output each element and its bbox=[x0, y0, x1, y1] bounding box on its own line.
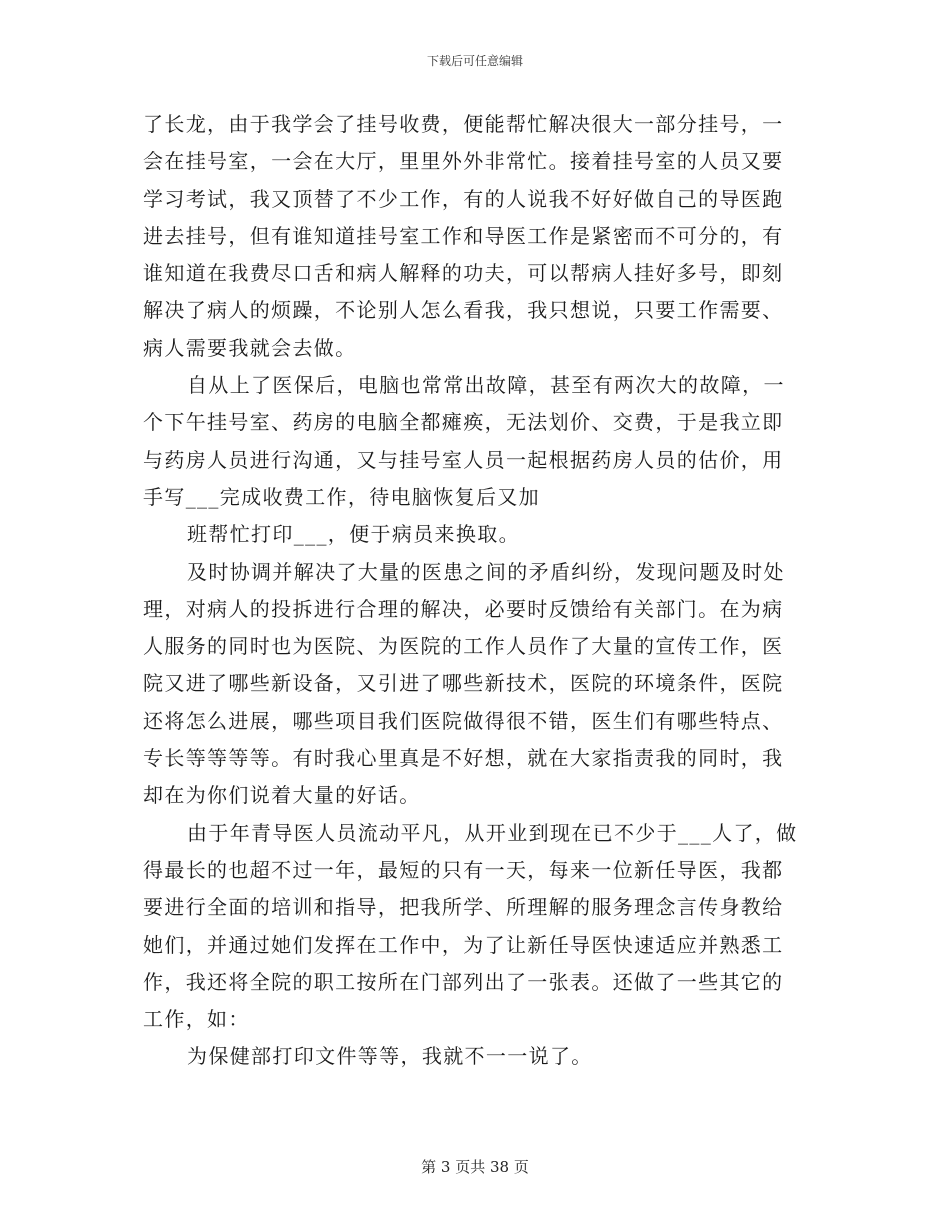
text-line: 作，我还将全院的职工按所在门部列出了一张表。还做了一些其它的 bbox=[143, 969, 784, 994]
text-line: 她们，并通过她们发挥在工作中，为了让新任导医快速适应并熟悉工 bbox=[143, 932, 784, 957]
text-line: 个下午挂号室、药房的电脑全都瘫痪，无法划价、交费，于是我立即 bbox=[143, 410, 784, 435]
text-line: 解决了病人的烦躁，不论别人怎么看我，我只想说，只要工作需要、 bbox=[143, 298, 784, 323]
page-header: 下载后可任意编辑 bbox=[426, 54, 523, 68]
text-line: 由于年青导医人员流动平凡，从开业到现在已不少于___人了，做 bbox=[187, 820, 798, 845]
text-line: 手写___完成收费工作，待电脑恢复后又加 bbox=[143, 484, 540, 509]
text-line: 为保健部打印文件等等，我就不一一说了。 bbox=[187, 1044, 593, 1069]
text-line: 会在挂号室，一会在大厅，里里外外非常忙。接着挂号室的人员又要 bbox=[143, 149, 784, 174]
paragraph bbox=[143, 367, 803, 516]
paragraph bbox=[143, 106, 803, 367]
page-number: 第 3 页共 38 页 bbox=[421, 1158, 529, 1176]
text-line: 了长龙，由于我学会了挂号收费，便能帮忙解决很大一部分挂号，一 bbox=[143, 112, 784, 136]
text-line: 人服务的同时也为医院、为医院的工作人员作了大量的宣传工作，医 bbox=[143, 634, 784, 659]
text-line: 学习考试，我又顶替了不少工作，有的人说我不好好做自己的导医跑 bbox=[143, 186, 784, 211]
text-line: 班帮忙打印___，便于病员来换取。 bbox=[187, 522, 520, 547]
text-line: 工作，如： bbox=[143, 1007, 250, 1032]
text-line: 院又进了哪些新设备，又引进了哪些新技术，医院的环境条件，医院 bbox=[143, 671, 784, 696]
paragraph bbox=[143, 815, 803, 1039]
text-line: 还将怎么进展，哪些项目我们医院做得很不错，医生们有哪些特点、 bbox=[143, 708, 784, 733]
text-line: 进去挂号，但有谁知道挂号室工作和导医工作是紧密而不可分的，有 bbox=[143, 223, 784, 248]
text-line: 及时协调并解决了大量的医患之间的矛盾纠纷，发现问题及时处 bbox=[187, 559, 785, 584]
paragraph bbox=[143, 554, 803, 815]
paragraph bbox=[143, 516, 803, 553]
text-line: 却在为你们说着大量的好话。 bbox=[143, 783, 421, 808]
paragraph bbox=[143, 1038, 803, 1075]
text-line: 得最长的也超不过一年，最短的只有一天，每来一位新任导医，我都 bbox=[143, 857, 784, 882]
text-line: 谁知道在我费尽口舌和病人解释的功夫，可以帮病人挂好多号，即刻 bbox=[143, 261, 784, 286]
text-line: 专长等等等等。有时我心里真是不好想，就在大家指责我的同时，我 bbox=[143, 746, 784, 771]
text-line: 病人需要我就会去做。 bbox=[143, 335, 357, 360]
text-line: 要进行全面的培训和指导，把我所学、所理解的服务理念言传身教给 bbox=[143, 895, 784, 920]
text-line: 理，对病人的投拆进行合理的解决，必要时反馈给有关部门。在为病 bbox=[143, 596, 784, 621]
document-body bbox=[143, 106, 803, 1076]
text-line: 与药房人员进行沟通，又与挂号室人员一起根据药房人员的估价，用 bbox=[143, 447, 784, 472]
text-line: 自从上了医保后，电脑也常常出故障，甚至有两次大的故障，一 bbox=[187, 373, 785, 398]
